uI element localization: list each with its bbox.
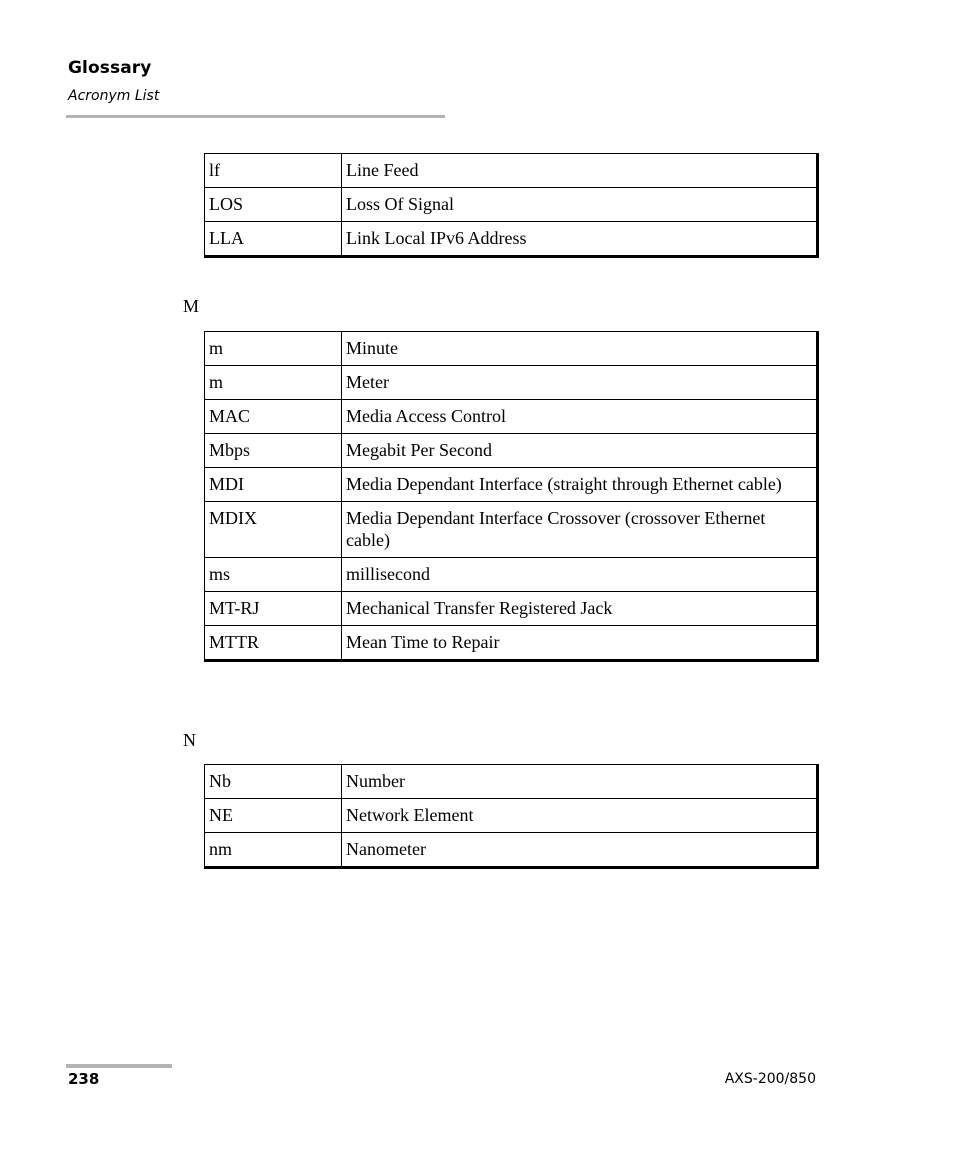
definition-cell: Megabit Per Second bbox=[342, 434, 818, 468]
table-row bbox=[205, 400, 818, 434]
acronym-table-l bbox=[204, 153, 819, 258]
footer-divider bbox=[66, 1064, 172, 1068]
acronym-cell: Nb bbox=[205, 765, 342, 799]
page-number: 238 bbox=[68, 1070, 100, 1088]
page-title: Glossary bbox=[68, 58, 152, 78]
acronym-cell: MDI bbox=[205, 468, 342, 502]
definition-cell: Number bbox=[342, 765, 818, 799]
definition-cell: Loss Of Signal bbox=[342, 188, 818, 222]
acronym-cell: MAC bbox=[205, 400, 342, 434]
acronym-cell: nm bbox=[205, 833, 342, 868]
acronym-cell: NE bbox=[205, 799, 342, 833]
table-row bbox=[205, 765, 818, 799]
product-model: AXS-200/850 bbox=[724, 1071, 816, 1087]
definition-cell: Line Feed bbox=[342, 154, 818, 188]
table-row bbox=[205, 502, 818, 558]
acronym-cell: m bbox=[205, 366, 342, 400]
definition-cell: Media Dependant Interface Crossover (crossover Ethernet cable) bbox=[342, 502, 818, 558]
acronym-cell: MDIX bbox=[205, 502, 342, 558]
table-row bbox=[205, 799, 818, 833]
table-row bbox=[205, 558, 818, 592]
definition-cell: Mean Time to Repair bbox=[342, 626, 818, 661]
acronym-table-n bbox=[204, 764, 819, 869]
definition-cell: Media Dependant Interface (straight through Ethernet cable) bbox=[342, 468, 818, 502]
section-heading-m: M bbox=[183, 296, 200, 316]
table-row bbox=[205, 222, 818, 257]
section-heading-n: N bbox=[183, 730, 196, 750]
table-row bbox=[205, 468, 818, 502]
table-row bbox=[205, 154, 818, 188]
definition-cell: millisecond bbox=[342, 558, 818, 592]
table-row bbox=[205, 434, 818, 468]
acronym-cell: ms bbox=[205, 558, 342, 592]
definition-cell: Mechanical Transfer Registered Jack bbox=[342, 592, 818, 626]
table-row bbox=[205, 188, 818, 222]
acronym-cell: MTTR bbox=[205, 626, 342, 661]
acronym-cell: LLA bbox=[205, 222, 342, 257]
acronym-cell: lf bbox=[205, 154, 342, 188]
definition-cell: Network Element bbox=[342, 799, 818, 833]
acronym-cell: LOS bbox=[205, 188, 342, 222]
definition-cell: Meter bbox=[342, 366, 818, 400]
page-subtitle: Acronym List bbox=[68, 88, 160, 104]
table-row bbox=[205, 626, 818, 661]
definition-cell: Minute bbox=[342, 332, 818, 366]
acronym-cell: MT-RJ bbox=[205, 592, 342, 626]
definition-cell: Link Local IPv6 Address bbox=[342, 222, 818, 257]
header-divider bbox=[66, 115, 445, 118]
definition-cell: Media Access Control bbox=[342, 400, 818, 434]
table-row bbox=[205, 592, 818, 626]
acronym-table-m bbox=[204, 331, 819, 662]
table-row bbox=[205, 366, 818, 400]
definition-cell: Nanometer bbox=[342, 833, 818, 868]
acronym-cell: Mbps bbox=[205, 434, 342, 468]
table-row bbox=[205, 833, 818, 868]
acronym-cell: m bbox=[205, 332, 342, 366]
table-row bbox=[205, 332, 818, 366]
